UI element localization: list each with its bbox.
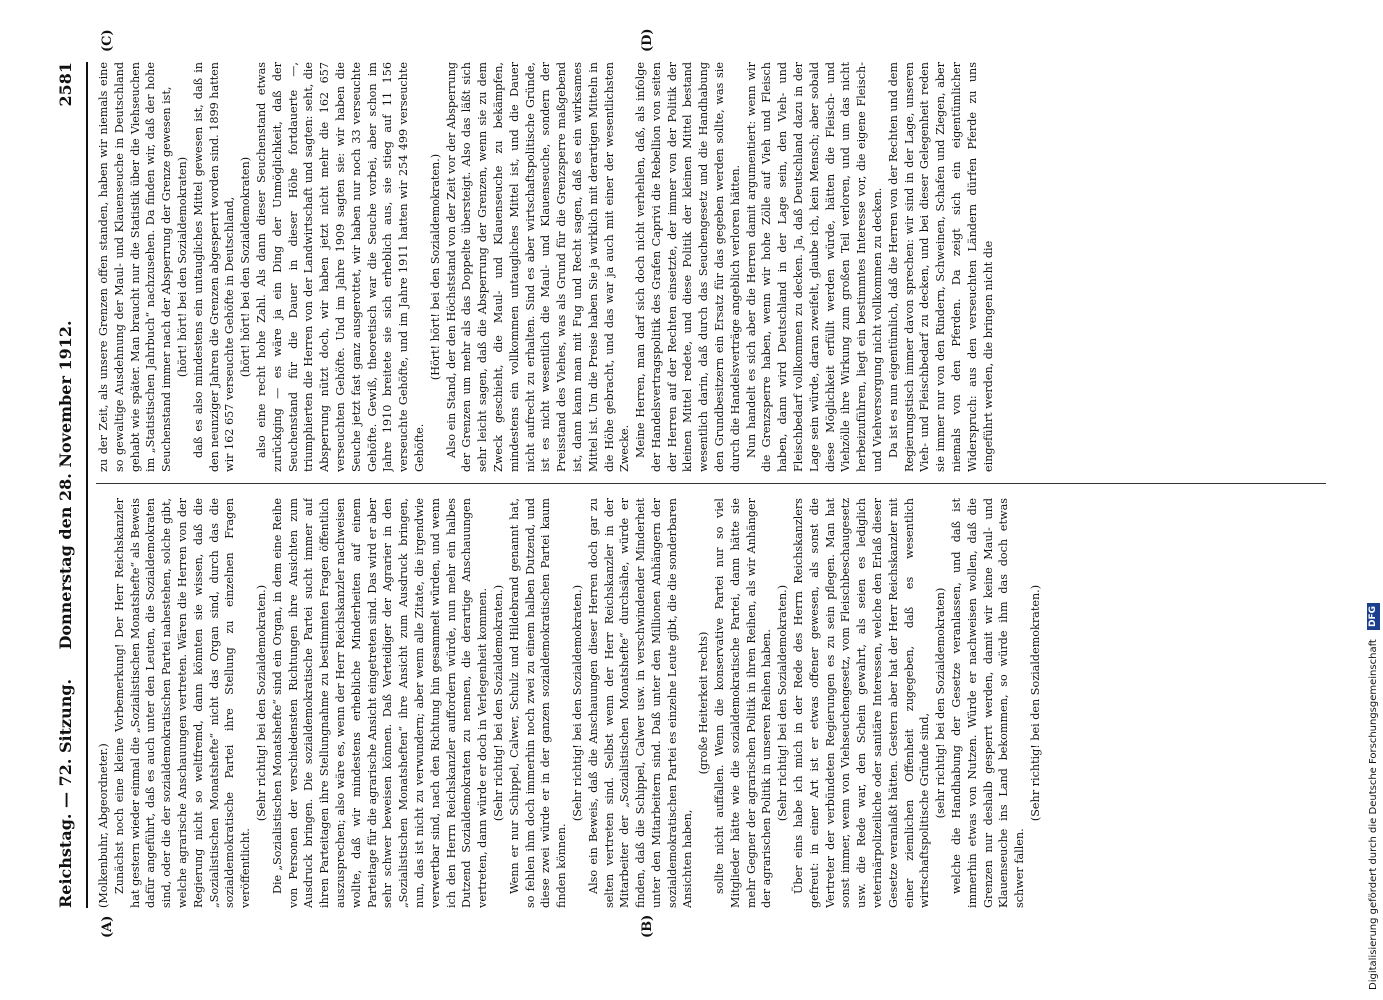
speaker-line: (Molkenbuhr, Abgeordneter.) — [97, 743, 110, 908]
paragraph: Über eins habe ich mich in der Rede des Herrn Reichskanzlers gefreut: in einer Art ist er etwas offener gewesen, als sonst die Vertreter der verbündeten Regierungen es zu sein pflegen. Man hat sonst immer, wenn von Viehseuchengesetz, vom Fleischbeschaugesetz usw. die Rede war, den Schein gewahrt, als seien es lediglich veterinärpolizeiliche oder sanitäre Interessen, welche den Erlaß dieser Gesetze veranlaßt hätten. Gestern aber hat der Herr Reichskanzler mit einer ziemlichen Offenheit zugegeben, daß es wesentlich wirtschaftspolitische Gründe sind, — [792, 498, 932, 908]
paragraph: sollte nicht auffallen. Wenn die konservative Partei nur so viel Mitglieder hätte wie die sozialdemokratische Partei, dann hätte sie mehr Gegner der agrarischen Politik in ihren Reihen, als wir Anhänger der agrarischen Politik in unseren Reihen haben. — [713, 498, 774, 908]
paragraph: Die „Sozialistischen Monatshefte“ sind ein Organ, in dem eine Reihe von Personen der verschiedensten Richtungen ihre Ansichten zum Ausdruck bringen. Die sozialdemokratische Partei sucht immer auf ihren Parteitagen ihre Stellungnahme zu bestimmten Fragen öffentlich auszusprechen; also wäre es, wenn der Herr Reichskanzler nachweisen wollte, daß wir mindestens erhebliche Minderheiten auf einem Parteitage für die agrarische Ansicht eingetreten sind. Das wird er aber sehr schwer beweisen können. Daß Verteidiger der Agrarier in den „Sozialistischen Monatsheften“ ihre Ansicht zum Ausdruck bringen, nun, das ist nicht zu verwundern; aber wenn alle Zitate, die irgendwie verwertbar sind, nach den Richtung hin gesammelt würden, und wenn ich den Herrn Reichskanzler auffordern würde, nun mehr ein halbes Dutzend Sozialdemokraten zu nennen, die derartige Anschauungen vertreten, dann würde er doch in Verlegenheit kommen. — [270, 498, 490, 908]
paragraph: Nun handelt es sich aber die Herren damit argumentiert: wenn wir die Grenzsperre haben, wenn wir hohe Zölle auf Vieh und Fleisch haben, dann wird Deutschland in der Lage sein, den Vieh- und Fleischbedarf vollkommen zu decken. Ja, daß Deutschland dazu in der Lage sein würde, daran zweifelt, glaube ich, kein Mensch; aber sobald diese Möglichkeit erfüllt werden würde, hätten die Fleisch- und Viehzölle ihre Wirkung zum großen Teil verloren, und um das nicht herbeizuführen, liegt ein bestimmtes Interesse vor, die eigene Fleisch- und Viehversorgung nicht vollkommen zu decken. — [744, 62, 885, 472]
credit-text: Digitalisierung gefördert durch die Deutsche Forschungsgemeinschaft — [1368, 639, 1379, 990]
interjection: (hört! hört! bei den Sozialdemokraten) — [239, 156, 253, 378]
header-date: Donnerstag den 28. November 1912. — [56, 320, 75, 650]
page-number: 2581 — [56, 62, 75, 107]
paragraph: Also ein Stand, der den Höchststand von der Zeit vor der Absperrung der Grenzen um mehr als das Doppelte übersteigt. Also das läßt sich sehr leicht sagen, daß die Absperrung der Grenzen, wenn sie zu dem Zweck geschieht, die Maul- und Klauenseuche zu bekämpfen, mindestens ein vollkommen untaugliches Mittel ist, und die Dauer nicht aufrecht zu erhalten. Sind es aber wirtschaftspolitische Gründe, ist es nicht wesentlich die Maul- und Klauenseuche, sondern der Preisstand des Viehes, was als Grund für die Grenzsperre maßgebend ist, dann kann man mit Fug und Recht sagen, daß es ein wirksames Mittel ist. Um die Preise haben Sie ja wirklich mit derartigen Mitteln in die Höhe gebracht, und das war ja auch mit einer der wesentlichsten Zwecke. — [444, 62, 632, 472]
interjection: (Sehr richtig! bei den Sozialdemokraten.) — [491, 584, 505, 822]
interjection: (Sehr richtig! bei den Sozialdemokraten.) — [1029, 584, 1043, 822]
interjection: (hört! hört! bei den Sozialdemokraten) — [175, 156, 189, 378]
marker-b: (B) — [640, 914, 655, 938]
paragraph: daß es also mindestens ein untaugliches Mittel gewesen ist, daß in den neunziger Jahren die Grenzen abgesperrt worden sind. 1899 hatten wir 162 657 verseuchte Gehöfte in Deutschland, — [191, 62, 237, 472]
interjection: (Sehr richtig! bei den Sozialdemokraten.) — [776, 584, 790, 822]
page-header — [52, 62, 84, 908]
paragraph: welche die Handhabung der Gesetze veranlassen, und daß ist immerhin etwas von Nutzen. Würde er nachweisen wollen, daß die Grenzen nur deshalb gesperrt werden, damit wir keine Maul- und Klauenseuche ins Land bekommen, so würde ihm das doch etwas schwer fallen. — [950, 498, 1027, 908]
header-rule — [86, 62, 88, 908]
marker-c: (C) — [100, 29, 115, 52]
interjection: (Sehr richtig! bei den Sozialdemokraten.) — [570, 584, 584, 822]
paragraph: Meine Herren, man darf sich doch nicht verhehlen, daß, als infolge der Handelsvertragspolitik des Grafen Caprivi die Rebellion von seiten der Herren auf der Rechten einsetzte, der immer von der Politik der kleinen Mittel redete, und diese Politik der kleinen Mittel bestand wesentlich darin, daß durch das Seuchengesetz und die Handhabung den Grundbesitzern ein Ersatz für das gegeben werden sollte, was sie durch die Handelsverträge angeblich verloren hätten. — [634, 62, 742, 472]
paragraph: Da ist es nun eigentümlich, daß die Herren von der Rechten und dem Regierungstisch immer davon sprechen: wir sind in der Lage, unseren Vieh- und Fleischbedarf zu decken, und bei dieser Gelegenheit reden sie immer nur von den Rindern, Schweinen, Schafen und Ziegen, aber niemals von den Pferden. Da zeigt sich ein eigentümlicher Widerspruch: aus den verseuchten Ländern dürfen Pferde zu uns eingeführt werden, die bringen nicht die — [886, 62, 995, 472]
paragraph: Also ein Beweis, daß die Anschauungen dieser Herren doch gar zu selten vertreten sind. Selbst wenn der Herr Reichskanzler in der Mitarbeiter der „Sozialistischen Monatshefte“ durchsähe, würde er finden, daß die Schippel, Calwer usw. in verschwindender Minderheit unter den Mitarbeitern sind. Daß unter den Millionen Anhängern der sozialdemokratischen Partei es einzelne Leute gibt, die die sonderbaren Ansichten haben, — [586, 498, 695, 908]
marker-a: (A) — [100, 915, 115, 938]
dfg-logo: DFG — [1367, 603, 1380, 630]
right-column — [96, 62, 1336, 472]
interjection: (sehr richtig! bei den Sozialdemokraten) — [934, 587, 948, 819]
paragraph: Zunächst noch eine kleine Vorbemerkung! Der Herr Reichskanzler hat gestern wieder einmal die „Sozialistischen Monatshefte“ als Beweis dafür angeführt, daß es auch unter den Leuten, die Sozialdemokraten sind, oder die der sozialdemokratischen Partei nahestehen, solche gibt, welche agrarische Anschauungen vertreten. Wären die Herren von der Regierung nicht so weltfremd, dann könnten sie wissen, daß die „Sozialistischen Monatshefte“ nicht das Organ sind, durch das die sozialdemokratische Partei ihre Stellung zu einzelnen Fragen veröffentlicht. — [112, 498, 253, 908]
digitization-credit — [1366, 10, 1382, 990]
header-left: Reichstag. — 72. Sitzung. — [56, 678, 75, 908]
left-column — [96, 498, 1336, 908]
paragraph: Wenn er nur Schippel, Calwer, Schulz und Hildebrand genannt hat, so fehlen ihm doch immerhin noch zwei zu einem halben Dutzend, und diese zwei würde er in der ganzen sozialdemokratischen Partei kaum finden können. — [507, 498, 569, 908]
paragraph: zu der Zeit, als unsere Grenzen offen standen, haben wir niemals eine so gewaltige Ausdehnung der Maul- und Klauenseuche in Deutschland gehabt wie später. Man braucht nur die Statistik über die Viehseuchen im „Statistischen Jahrbuch“ nachzusehen. Da finden wir, daß der hohe Seuchenstand immer nach der Absperrung der Grenze gewesen ist, — [97, 62, 174, 472]
marker-d: (D) — [640, 28, 655, 52]
column-rule — [96, 483, 1326, 484]
paragraph: also eine recht hohe Zahl. Als dann dieser Seuchenstand etwas zurückging — es wäre ja ein Ding der Unmöglichkeit, daß der Seuchenstand für die Dauer in dieser Höhe fortdauerte —, triumphierten die Herren von der Landwirtschaft und sagten: seht, die Absperrung nützt doch, wir haben jetzt nicht mehr die 162 657 verseuchten Gehöfte. Und im Jahre 1909 sagten sie: wir haben die Seuche jetzt fast ganz ausgerottet, wir haben nur noch 33 verseuchte Gehöfte. Gewiß, theoretisch war die Seuche vorbei, aber schon im Jahre 1910 breitete sie sich erheblich aus, sie stieg auf 11 156 verseuchte Gehöfte, und im Jahre 1911 hatten wir 254 499 verseuchte Gehöfte. — [254, 62, 426, 472]
interjection: (große Heiterkeit rechts) — [697, 631, 711, 775]
interjection: (Sehr richtig! bei den Sozialdemokraten.) — [254, 584, 268, 822]
interjection: (Hört! hört! bei den Sozialdemokraten.) — [428, 153, 442, 381]
